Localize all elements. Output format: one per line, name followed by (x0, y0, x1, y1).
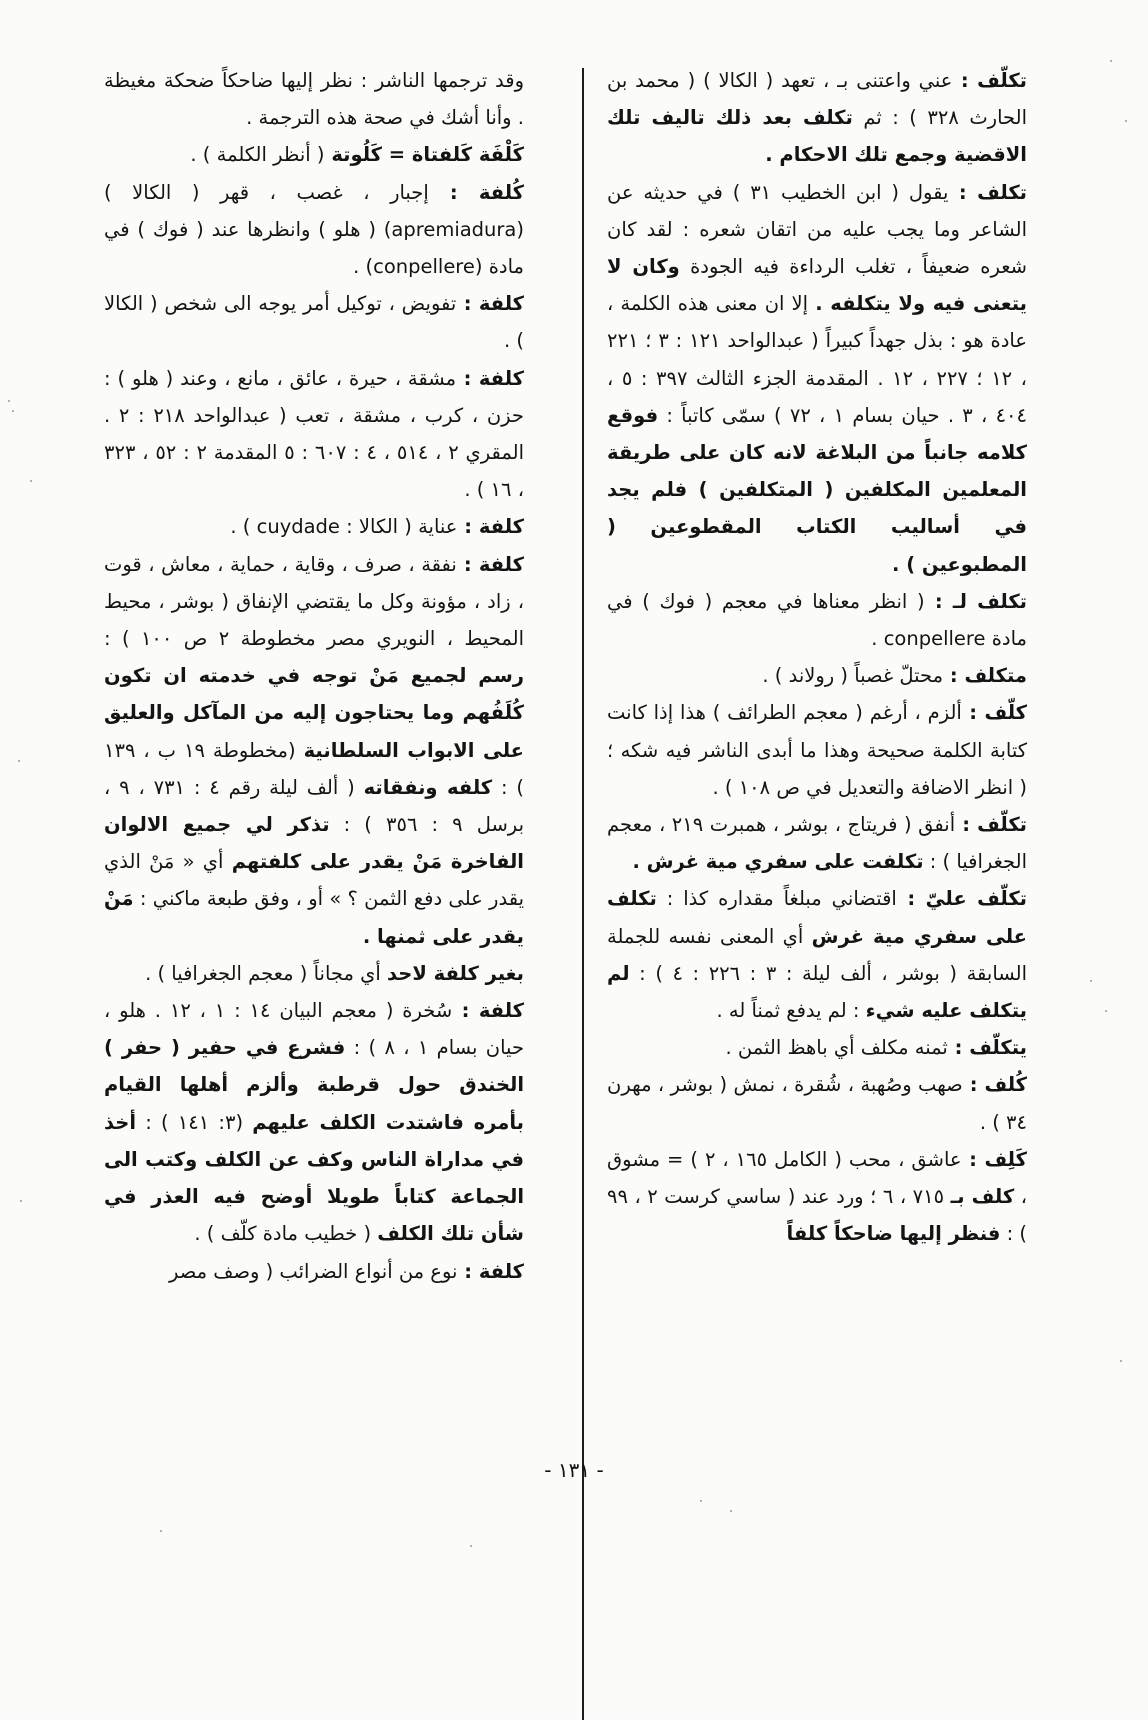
entry-headword: كلفة : (457, 1259, 524, 1283)
entry-bold-quote: فوقع كلامه جانباً من البلاغة لانه كان على طريقة المعلمين المكلفين ( المتكلفين ) فلم يجد في أساليب الكتاب المقطوعين ( المطبوعين ) . (607, 403, 1027, 576)
entry-bold-quote: كلفه ونفقاته (363, 775, 493, 799)
scan-speck (1110, 60, 1112, 62)
dictionary-entry (104, 174, 524, 286)
scan-speck (30, 480, 32, 482)
dictionary-entry (607, 1141, 1027, 1253)
scan-speck (470, 1545, 472, 1547)
scan-speck (730, 1510, 732, 1512)
entry-text: أنفق ( فريتاج ، بوشر ، همبرت ٢١٩ ، معجم الجغرافيا ) : (607, 813, 1027, 874)
dictionary-entry (104, 62, 524, 136)
entry-headword: كَلْفَة كَلفتاة = كَلُوتة (324, 143, 524, 167)
entry-bold-quote: بغير كلفة لاحد (387, 961, 524, 985)
entry-bold-quote: مَنْ يقدر على ثمنها . (104, 887, 524, 948)
entry-headword: تكلف لـ : (924, 589, 1027, 613)
entry-bold-quote: لم يتكلف عليه شيء (607, 961, 1027, 1023)
scan-speck (1125, 120, 1127, 122)
dictionary-entry (104, 1253, 524, 1290)
dictionary-entry (104, 360, 524, 509)
entry-text: أي مجاناً ( معجم الجغرافيا ) . (145, 961, 387, 985)
dictionary-entry (607, 174, 1027, 583)
scan-speck (18, 760, 20, 762)
entry-bold-quote: وكان لا يتعنى فيه ولا يتكلفه . (607, 255, 1027, 316)
entry-headword: كلفة : (456, 366, 525, 390)
right-column (607, 62, 1027, 1253)
entry-bold-quote: تكلف بعد ذلك تاليف تلك الاقضية وجمع تلك الاحكام . (607, 106, 1027, 167)
entry-bold-quote: تكلف على سفري مية غرش (607, 887, 1028, 948)
entry-headword: متكلف : (943, 664, 1027, 688)
entry-headword: كَلِف : (961, 1147, 1027, 1171)
dictionary-entry (607, 694, 1027, 806)
entry-text: عناية ( الكالا : cuydade ) . (230, 515, 458, 539)
entry-text: ( أنظر الكلمة ) . (190, 143, 325, 167)
entry-bold-quote: فنظر إليها ضاحكاً كلفاً (786, 1222, 1001, 1246)
entry-text: (٣: ١٤١ ) : (136, 1110, 253, 1134)
entry-text: نوع من أنواع الضرائب ( وصف مصر (168, 1259, 458, 1283)
entry-text: : لم يدفع ثمناً له . (716, 999, 866, 1023)
dictionary-entry (607, 657, 1027, 694)
dictionary-entry (104, 992, 524, 1252)
entry-text: ألزم ، أرغم ( معجم الطرائف ) هذا إذا كانت كتابة الكلمة صحيحة وهذا ما أبدى الناشر فيه شكه ؛ ( انظر الاضافة والتعديل في ص ١٠٨ ) . (607, 701, 1027, 799)
entry-text: ( ألف ليلة رقم ٤ : ٧٣١ ، ٩ ، برسل ٩ : ٣٥٦ ) : (104, 775, 524, 837)
entry-text: إجبار ، غصب ، قهر ( الكالا ) (apremiadura) ( هلو ) وانظرها عند ( فوك ) في مادة (conpellere) . (104, 180, 524, 279)
dictionary-entry (607, 583, 1027, 657)
entry-bold-quote: تذكر لي جميع الالوان الفاخرة مَنْ يقدر على كلفتهم (104, 813, 524, 874)
entry-headword: كُلفة : (428, 180, 524, 204)
entry-text: أي المعنى نفسه للجملة السابقة ( بوشر ، ألف ليلة : ٣ : ٢٢٦ : ٤ ) : (607, 924, 1028, 985)
entry-headword: كلفة : (457, 515, 524, 539)
scan-speck (700, 1500, 702, 1502)
scan-speck (1105, 1010, 1107, 1012)
entry-text: يقول ( ابن الخطيب ٣١ ) في حديثه عن الشاعر وما يجب عليه من اتقان شعره : لقد كان شعره ضعيفاً ، تغلب الرداءة فيه الجودة (607, 180, 1027, 279)
entry-headword: تكلّف : (952, 69, 1027, 92)
page-number: - ١٣١ - (544, 1458, 604, 1482)
entry-bold-quote: أخذ في مداراة الناس وكف عن الكلف وكتب الى الجماعة كتاباً طويلا أوضح فيه العذر في شأن تلك الكلف (104, 1110, 524, 1246)
dictionary-entry (607, 806, 1027, 880)
entry-text: تفويض ، توكيل أمر يوجه الى شخص ( الكالا ) . (104, 292, 524, 353)
entry-text: مشقة ، حيرة ، عائق ، مانع ، وعند ( هلو ) : حزن ، كرب ، مشقة ، تعب ( عبدالواحد ٢١٨ : ٢ . المقري ٢ ، ٥١٤ ، ٤ : ٦٠٧ : ٥ المقدمة ٢ : ٥٢ ، ٣٢٣ ، ١٦ ) . (104, 366, 525, 502)
entry-text: وقد ترجمها الناشر : نظر إليها ضاحكاً ضحكة مغيظة . وأنا أشك في صحة هذه الترجمة . (104, 69, 524, 130)
entry-text: محتلّ غصباً ( رولاند ) . (762, 664, 944, 688)
entry-bold-quote: فشرع في حفير ( حفر ) الخندق حول قرطبة وألزم أهلها القيام بأمره فاشتدت الكلف عليهم (104, 1036, 524, 1134)
entry-text: عني واعتنى بـ ، تعهد ( الكالا ) ( محمد بن الحارث ٣٢٨ ) : ثم (607, 69, 1027, 130)
dictionary-entry (104, 285, 524, 359)
entry-text: ( خطيب مادة كلّف ) . (194, 1222, 378, 1246)
dictionary-entry (607, 880, 1027, 1029)
entry-text: سُخرة ( معجم البيان ١٤ : ١ ، ١٢ . هلو ، حيان بسام ١ ، ٨ ) : (104, 999, 524, 1060)
entry-text: نفقة ، صرف ، وقاية ، حماية ، معاش ، قوت ، زاد ، مؤونة وكل ما يقتضي الإنفاق ( بوشر ، محيط المحيط ، النويري مصر مخطوطة ٢ ص ١٠٠ ) : (104, 552, 524, 651)
entry-headword: يتكلّف : (947, 1036, 1027, 1060)
dictionary-entry (104, 546, 524, 955)
dictionary-entry (104, 508, 524, 545)
entry-text: ٧١٥ ، ٦ ؛ ورد عند ( ساسي كرست ٢ ، ٩٩ ) : (607, 1185, 1027, 1246)
dictionary-entry (607, 62, 1027, 174)
scan-speck (160, 1530, 162, 1532)
entry-headword: تكلف : (948, 180, 1027, 204)
entry-bold-quote: رسم لجميع مَنْ توجه في خدمته ان تكون كُلَفُهم وما يحتاجون إليه من المآكل والعليق على الابواب السلطانية (104, 664, 524, 762)
entry-bold-quote: كلف بـ (950, 1185, 1015, 1209)
entry-headword: كلّف : (961, 701, 1027, 725)
entry-text: أي « مَنْ الذي يقدر على دفع الثمن ؟ » أو ، وفق طبعة ماكني : (104, 850, 524, 911)
entry-text: ثمنه مكلف أي باهظ الثمن . (725, 1036, 948, 1060)
entry-text: صهب وصُهبة ، شُقرة ، نمش ( بوشر ، مهرن ٣٤ ) . (607, 1073, 1027, 1134)
entry-headword: كلفة : (456, 292, 524, 316)
entry-text: اقتضاني مبلغاً مقداره كذا : (656, 887, 897, 911)
entry-text: ( انظر معناها في معجم ( فوك ) في مادة conpellere . (607, 589, 1027, 651)
dictionary-entry (104, 136, 524, 173)
entry-headword: كُلف : (962, 1073, 1027, 1097)
entry-headword: كلفة : (452, 999, 524, 1023)
entry-headword: كلفة : (456, 552, 524, 576)
scan-speck (20, 1200, 22, 1202)
entry-text: (مخطوطة ١٩ ب ، ١٣٩ ) : (104, 738, 524, 799)
dictionary-entry (104, 955, 524, 992)
scan-speck (1120, 1360, 1122, 1362)
scan-speck (12, 410, 14, 412)
scan-speck (1090, 980, 1092, 982)
left-column (104, 62, 524, 1290)
entry-bold-quote: تكلفت على سفري مية غرش . (632, 850, 924, 874)
entry-text: عاشق ، محب ( الكامل ١٦٥ ، ٢ ) = مشوق ، (607, 1147, 1028, 1209)
entry-headword: تكلّف عليّ : (896, 887, 1027, 911)
dictionary-entry (607, 1066, 1027, 1140)
scan-speck (8, 400, 10, 402)
entry-headword: تكلّف : (955, 813, 1027, 837)
entry-text: إلا ان معنى هذه الكلمة ، عادة هو : بذل جهداً كبيراً ( عبدالواحد ١٢١ : ٣ ؛ ٢٢١ ، ١٢ ؛ ٢٢٧ ، ١٢ . المقدمة الجزء الثالث ٣٩٧ : ٥ ، ٤٠٤ ، ٣ . حيان بسام ١ ، ٧٢ ) سمّى كاتباً : (607, 292, 1027, 427)
dictionary-entry (607, 1029, 1027, 1066)
